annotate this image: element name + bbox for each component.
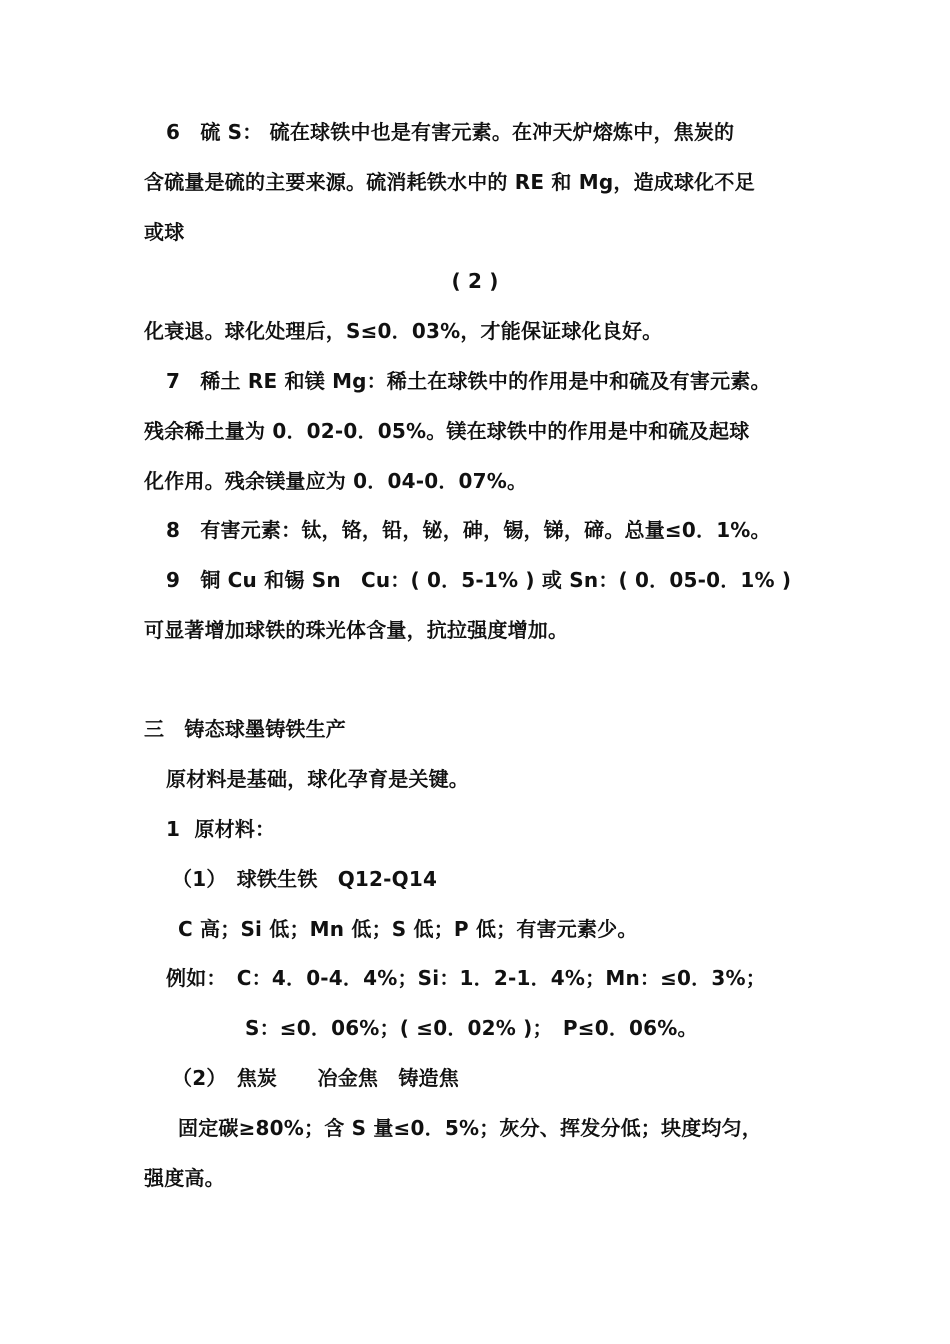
subheading-raw-materials: 1 原材料： xyxy=(166,817,276,841)
intro-line: 原材料是基础，球化孕育是关键。 xyxy=(166,767,469,791)
paragraph-sulfur-line-3: 或球 xyxy=(144,220,185,244)
item-example-line-1: 例如： C：4．0-4．4%；Si：1．2-1．4%；Mn：≤0．3%； xyxy=(166,966,766,990)
paragraph-harmful-elements: 8 有害元素：钛，铬，铅，铋，砷，锡，锑，碲。总量≤0．1%。 xyxy=(166,518,771,542)
item-coke-desc-line-1: 固定碳≥80%；含 S 量≤0．5%；灰分、挥发分低；块度均匀， xyxy=(178,1116,762,1140)
paragraph-copper-tin-line-2: 可显著增加球铁的珠光体含量，抗拉强度增加。 xyxy=(144,618,569,642)
page-number-marker: ( 2 ) xyxy=(451,269,499,293)
item-coke-heading: （2） 焦炭 冶金焦 铸造焦 xyxy=(172,1066,459,1090)
paragraph-copper-tin-line-1: 9 铜 Cu 和锡 Sn Cu：( 0．5-1% ) 或 Sn：( 0．05-0．1% ) xyxy=(166,568,792,592)
section-heading: 三 铸态球墨铸铁生产 xyxy=(144,717,346,741)
paragraph-rare-earth-line-3: 化作用。残余镁量应为 0．04-0．07%。 xyxy=(144,469,528,493)
item-coke-desc-line-2: 强度高。 xyxy=(144,1166,225,1190)
item-pig-iron-heading: （1） 球铁生铁 Q12-Q14 xyxy=(172,867,438,891)
paragraph-rare-earth-line-1: 7 稀土 RE 和镁 Mg：稀土在球铁中的作用是中和硫及有害元素。 xyxy=(166,369,771,393)
item-pig-iron-desc: C 高；Si 低；Mn 低；S 低；P 低；有害元素少。 xyxy=(178,917,638,941)
paragraph-sulfur-line-4: 化衰退。球化处理后，S≤0．03%，才能保证球化良好。 xyxy=(144,319,663,343)
paragraph-rare-earth-line-2: 残余稀土量为 0．02-0．05%。镁在球铁中的作用是中和硫及起球 xyxy=(144,419,750,443)
paragraph-sulfur-line-1: 6 硫 S： 硫在球铁中也是有害元素。在冲天炉熔炼中，焦炭的 xyxy=(166,120,735,144)
paragraph-sulfur-line-2: 含硫量是硫的主要来源。硫消耗铁水中的 RE 和 Mg，造成球化不足 xyxy=(144,170,755,194)
item-example-line-2: S：≤0．06%；( ≤0．02% )； P≤0．06%。 xyxy=(245,1016,698,1040)
